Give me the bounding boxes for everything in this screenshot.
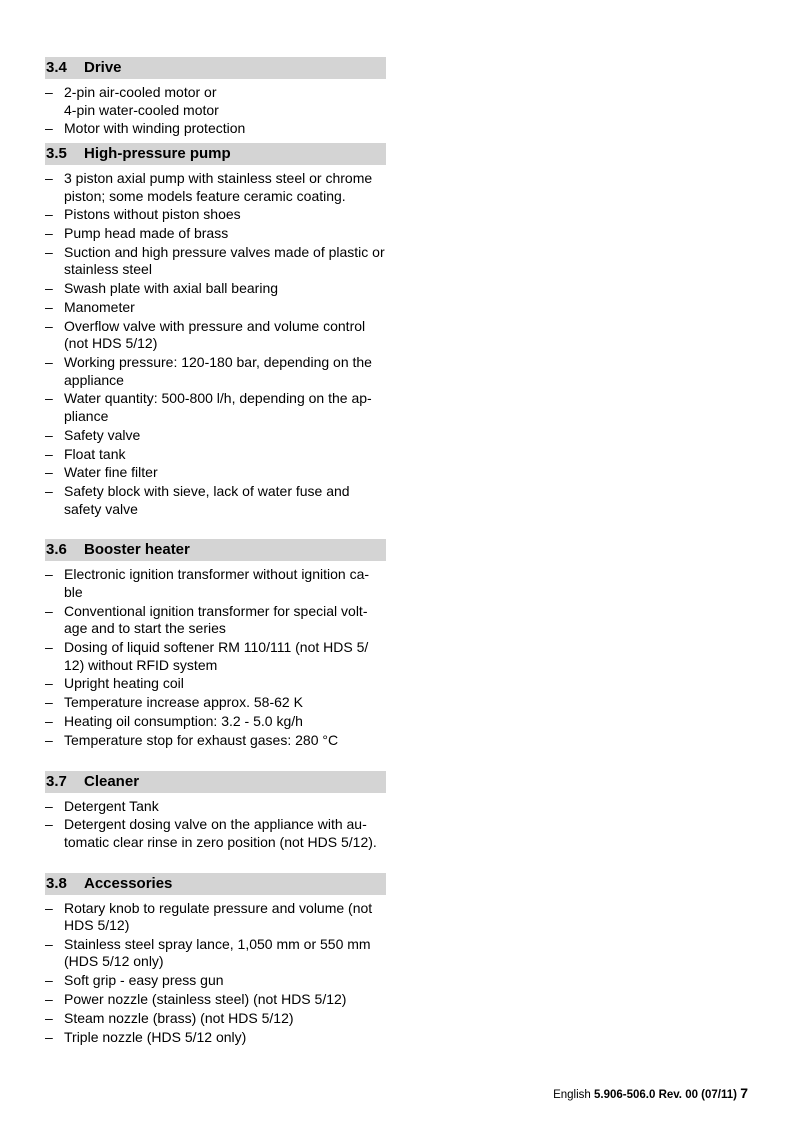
list-item: – Conventional ignition transformer for special volt- age and to start the series xyxy=(45,602,368,637)
list-item: – Triple nozzle (HDS 5/12 only) xyxy=(45,1028,247,1045)
booster-heater-list xyxy=(45,566,386,749)
list-item: – Upright heating coil xyxy=(45,675,184,692)
list-item: – Water quantity: 500-800 l/h, depending on the ap- pliance xyxy=(45,390,372,424)
list-item: – Float tank xyxy=(45,445,126,462)
footer-language: English xyxy=(553,1089,591,1101)
list-item: – Motor with winding protection xyxy=(45,120,246,137)
list-item: – Pump head made of brass xyxy=(45,225,229,242)
section-title: Booster heater xyxy=(84,541,190,559)
section-title: Accessories xyxy=(84,874,173,892)
accessories-list xyxy=(45,900,386,1046)
list-item: – Electronic ignition transformer without ignition ca- ble xyxy=(45,566,370,600)
list-item: – Rotary knob to regulate pressure and volume (not HDS 5/12) xyxy=(45,899,373,934)
section-number: 3.8 xyxy=(46,874,67,892)
high-pressure-pump-list xyxy=(45,170,386,518)
list-item: – Overflow valve with pressure and volume control (not HDS 5/12) xyxy=(45,317,366,352)
list-item: – Soft grip - easy press gun xyxy=(45,972,224,989)
list-item: – Safety block with sieve, lack of water fuse and safety valve xyxy=(45,483,350,517)
list-item: – Detergent Tank xyxy=(45,797,159,814)
list-item: – Steam nozzle (brass) (not HDS 5/12) xyxy=(45,1009,294,1026)
list-item: – Suction and high pressure valves made of plastic or stainless steel xyxy=(45,243,385,278)
page-number: 7 xyxy=(740,1085,748,1101)
list-item: – Heating oil consumption: 3.2 - 5.0 kg/h xyxy=(45,712,303,729)
section-number: 3.7 xyxy=(46,772,67,790)
section-number: 3.6 xyxy=(46,541,67,559)
list-item: – 3 piston axial pump with stainless steel or chrome piston; some models feature ceramic coating. xyxy=(45,170,373,204)
list-item: – Water fine filter xyxy=(45,464,158,481)
list-item: – Temperature stop for exhaust gases: 280 °C xyxy=(45,731,339,748)
section-title: Drive xyxy=(84,59,122,76)
section-heading-high-pressure-pump xyxy=(45,143,386,165)
cleaner-list xyxy=(45,798,386,852)
section-heading-booster-heater xyxy=(45,539,386,561)
section-title: Cleaner xyxy=(84,772,140,790)
section-heading-drive xyxy=(45,57,386,79)
drive-list xyxy=(45,84,386,138)
list-item: – Manometer xyxy=(45,299,135,316)
list-item: – Temperature increase approx. 58-62 K xyxy=(45,694,303,711)
list-item: – Detergent dosing valve on the appliance with au- tomatic clear rinse in zero position (not HDS 5/12). xyxy=(45,816,377,850)
list-item: – Safety valve xyxy=(45,426,141,443)
list-item: – Dosing of liquid softener RM 110/111 (not HDS 5/ 12) without RFID system xyxy=(45,639,369,673)
section-heading-cleaner xyxy=(45,771,386,793)
list-item: – Power nozzle (stainless steel) (not HDS 5/12) xyxy=(45,991,347,1008)
list-item: – Working pressure: 120-180 bar, depending on the appliance xyxy=(45,354,372,388)
list-item: – 2-pin air-cooled motor or 4-pin water-cooled motor xyxy=(45,84,219,118)
list-item: – Swash plate with axial ball bearing xyxy=(45,280,279,297)
footer-document-reference: 5.906-506.0 Rev. 00 (07/11) xyxy=(593,1089,737,1101)
list-item: – Pistons without piston shoes xyxy=(45,206,241,223)
section-number: 3.5 xyxy=(46,145,67,163)
list-item: – Stainless steel spray lance, 1,050 mm or 550 mm (HDS 5/12 only) xyxy=(45,935,371,970)
section-number: 3.4 xyxy=(46,59,67,76)
section-title: High-pressure pump xyxy=(84,145,231,163)
section-heading-accessories xyxy=(45,873,386,895)
document-column xyxy=(45,57,386,1047)
page-footer xyxy=(553,1085,748,1101)
